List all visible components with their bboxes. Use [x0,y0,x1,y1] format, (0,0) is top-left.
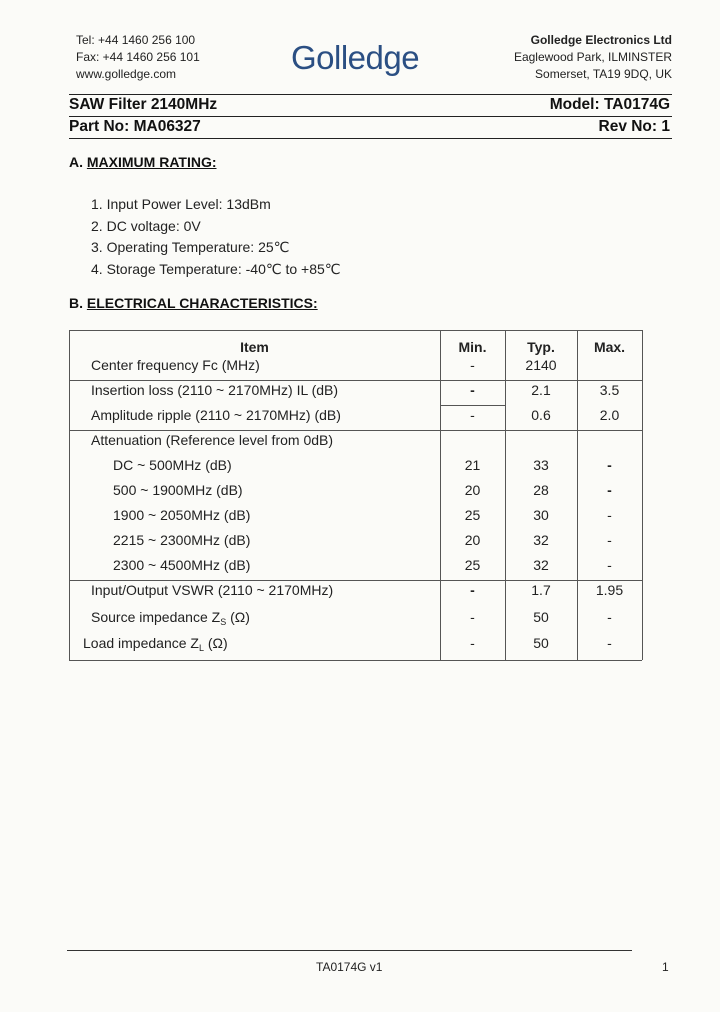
table-row: 0.6 [531,407,551,423]
rating-list [91,194,341,281]
table-border-right [642,330,643,660]
contact-block [76,32,200,83]
address-line-2: Somerset, TA19 9DQ, UK [535,67,672,81]
header-max: Max. [593,339,626,355]
table-row: - [607,635,612,651]
table-row: 2.0 [599,407,620,423]
table-border-left [69,330,70,660]
title-rule-bottom [69,138,672,139]
table-row: 2140 [525,357,557,373]
table-row: 50 [533,609,549,625]
header-min: Min. [458,339,487,355]
website: www.golledge.com [76,67,177,81]
table-row: - [470,609,475,625]
title-row-2 [69,117,670,137]
table-row: 25 [464,557,481,573]
footer-rule [67,950,632,951]
section-a-heading: A. MAXIMUM RATING: [69,154,217,170]
table-row: 1.7 [531,582,551,598]
table-row: Attenuation (Reference level from 0dB) [91,432,334,448]
table-row: - [607,482,612,498]
table-row: 21 [464,457,481,473]
table-row: 20 [464,482,481,498]
table-row: - [607,609,612,625]
fax: Fax: +44 1460 256 101 [76,50,200,64]
table-row: 32 [533,532,549,548]
table-row: Insertion loss (2110 ~ 2170MHz) IL (dB) [91,382,339,398]
title-row-1 [69,95,670,115]
table-row: Load impedance $Z_L$ (Ω) [83,635,228,653]
table-row: - [470,407,475,423]
header-typ: Typ. [527,339,555,355]
table-row: - [470,635,475,651]
table-row: 2300 ~ 4500MHz (dB) [113,557,251,573]
table-row: 2215 ~ 2300MHz (dB) [113,532,251,548]
table-row: 25 [464,507,481,523]
table-row: - [470,357,475,373]
table-row: - [470,582,475,598]
rating-item: 2. DC voltage: 0V [91,217,201,234]
rating-item: 4. Storage Temperature: -40℃ to +85℃ [91,261,341,278]
table-row: Input/Output VSWR (2110 ~ 2170MHz) [91,582,334,598]
table-row: 28 [533,482,549,498]
header-item: Item [240,339,269,355]
revision-number: Rev No: 1 [598,118,670,135]
address-line-1: Eaglewood Park, ILMINSTER [513,50,672,64]
rating-item: 1. Input Power Level: 13dBm [91,196,271,212]
table-row: 500 ~ 1900MHz (dB) [113,482,243,498]
table-row: 20 [464,532,481,548]
table-row: 3.5 [599,382,620,398]
table-row: Center frequency Fc (MHz) [91,357,260,373]
table-row: 30 [533,507,549,523]
model-number: Model: TA0174G [549,96,670,113]
table-row: Source impedance $Z_S$ (Ω) [91,609,250,627]
product-title: SAW Filter 2140MHz [69,96,218,113]
table-border-bottom [69,660,642,661]
table-row: - [470,382,475,398]
table-row: 1900 ~ 2050MHz (dB) [113,507,251,523]
table-row: 50 [533,635,549,651]
address-block [514,32,672,83]
table-row: - [607,557,612,573]
company-name: Golledge Electronics Ltd [530,33,672,47]
table-row: 1.95 [595,582,624,598]
part-number: Part No: MA06327 [69,118,201,135]
page-number: 1 [662,960,669,974]
table-row: - [607,532,612,548]
table-row: - [607,507,612,523]
rating-item: 3. Operating Temperature: 25℃ [91,239,290,256]
company-logo: Golledge [291,39,420,76]
table-border-top [69,330,642,331]
table-row: DC ~ 500MHz (dB) [113,457,232,473]
table-row: 33 [533,457,549,473]
section-b-heading: B. ELECTRICAL CHARACTERISTICS: [69,295,318,311]
table-row: Amplitude ripple (2110 ~ 2170MHz) (dB) [91,407,341,423]
table-row: 2.1 [531,382,551,398]
table-row: - [607,457,612,473]
phone: Tel: +44 1460 256 100 [76,33,196,47]
table-row: 32 [533,557,549,573]
footer-doc-id: TA0174G v1 [316,960,383,974]
